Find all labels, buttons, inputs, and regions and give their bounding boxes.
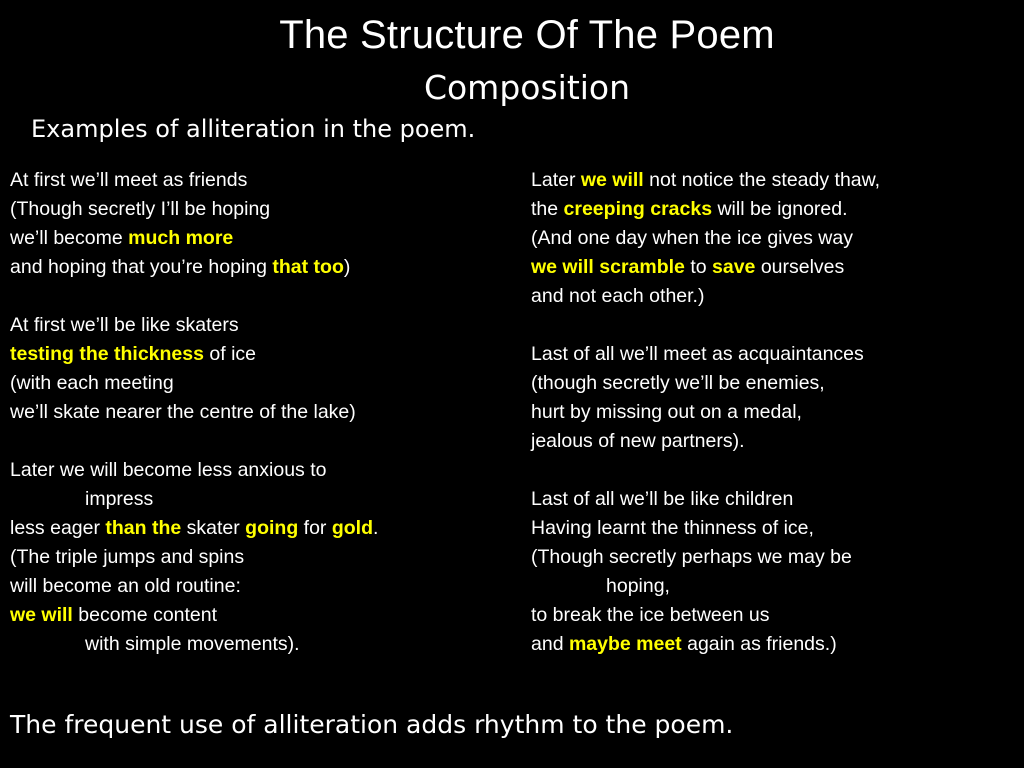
poem-text: Having learnt the thinness of ice,: [531, 517, 814, 539]
poem-line: [531, 340, 880, 369]
poem-line: [531, 485, 880, 514]
poem-text: (The triple jumps and spins: [10, 546, 245, 568]
poem-text: skater: [181, 517, 246, 539]
poem-text: hurt by missing out on a medal,: [531, 401, 802, 423]
poem-line: [531, 427, 880, 456]
poem-line: [531, 630, 880, 659]
alliteration-highlight: maybe meet: [568, 633, 682, 655]
poem-text: At first we’ll be like skaters: [10, 314, 239, 336]
poem-line: [531, 369, 880, 398]
poem-text: we’ll become: [10, 227, 129, 249]
poem-line-indented: [10, 485, 378, 514]
poem-line: [10, 195, 378, 224]
poem-line: [10, 572, 378, 601]
poem-line: [531, 398, 880, 427]
stanza-gap: [10, 427, 378, 456]
poem-text: and hoping that you’re hoping: [10, 256, 273, 278]
poem-text: of ice: [203, 343, 256, 365]
poem-line: [10, 601, 378, 630]
poem-text: (Though secretly perhaps we may be: [531, 546, 852, 568]
poem-text: for: [298, 517, 332, 539]
alliteration-highlight: we will scramble: [531, 256, 685, 278]
poem-text: jealous of new partners).: [531, 430, 745, 452]
poem-text: (And one day when the ice gives way: [531, 227, 853, 249]
poem-text: not notice the steady thaw,: [643, 169, 881, 191]
poem-line-indented: [10, 630, 378, 659]
poem-text: will become an old routine:: [10, 575, 241, 597]
poem-line: [10, 543, 378, 572]
poem-line-indented: [531, 572, 880, 601]
poem-text: with simple movements).: [85, 633, 300, 655]
poem-text: the: [531, 198, 564, 220]
alliteration-highlight: than the: [105, 517, 182, 539]
poem-text: to: [684, 256, 713, 278]
poem-text: .: [373, 517, 379, 539]
alliteration-highlight: gold: [331, 517, 373, 539]
poem-text: ourselves: [755, 256, 845, 278]
poem-line: [531, 224, 880, 253]
alliteration-highlight: we will: [10, 604, 73, 626]
poem-text: Last of all we’ll be like children: [531, 488, 794, 510]
stanza-gap: [531, 311, 880, 340]
poem-line: [531, 166, 880, 195]
poem-text: will be ignored.: [712, 198, 848, 220]
poem-line: [10, 311, 378, 340]
poem-line: [531, 514, 880, 543]
alliteration-highlight: much more: [128, 227, 234, 249]
poem-text: less eager: [10, 517, 106, 539]
slide-title: The Structure Of The Poem: [279, 13, 775, 57]
poem-line: [10, 253, 378, 282]
poem-text: we’ll skate nearer the centre of the lake): [10, 401, 356, 423]
poem-text: Last of all we’ll meet as acquaintances: [531, 343, 864, 365]
poem-text: (Though secretly I’ll be hoping: [10, 198, 271, 220]
poem-text: hoping,: [606, 575, 670, 597]
poem-text: become content: [72, 604, 218, 626]
poem-line: [531, 195, 880, 224]
poem-text: impress: [85, 488, 154, 510]
intro-text: Examples of alliteration in the poem.: [31, 115, 476, 143]
poem-line: [10, 456, 378, 485]
poem-line: [10, 224, 378, 253]
footer-summary: The frequent use of alliteration adds rhythm to the poem.: [10, 710, 734, 739]
poem-line: [531, 282, 880, 311]
poem-line: [531, 543, 880, 572]
stanza-gap: [531, 456, 880, 485]
poem-text: to break the ice between us: [531, 604, 770, 626]
alliteration-highlight: that too: [272, 256, 344, 278]
poem-text: ): [343, 256, 351, 278]
poem-line: [531, 601, 880, 630]
alliteration-highlight: creeping cracks: [563, 198, 713, 220]
poem-left-column: [10, 166, 378, 659]
alliteration-highlight: save: [712, 256, 756, 278]
poem-text: again as friends.): [681, 633, 837, 655]
poem-line: [10, 166, 378, 195]
poem-text: (though secretly we’ll be enemies,: [531, 372, 825, 394]
poem-line: [10, 398, 378, 427]
poem-text: Later: [531, 169, 581, 191]
poem-text: At first we’ll meet as friends: [10, 169, 248, 191]
slide-subtitle: Composition: [423, 68, 631, 107]
alliteration-highlight: we will: [580, 169, 644, 191]
poem-text: Later we will become less anxious to: [10, 459, 327, 481]
poem-line: [10, 340, 378, 369]
poem-line: [10, 514, 378, 543]
poem-line: [531, 253, 880, 282]
alliteration-highlight: going: [245, 517, 299, 539]
stanza-gap: [10, 282, 378, 311]
poem-line: [10, 369, 378, 398]
poem-text: and not each other.): [531, 285, 705, 307]
poem-text: and: [531, 633, 569, 655]
alliteration-highlight: testing the thickness: [10, 343, 204, 365]
poem-right-column: [531, 166, 880, 659]
poem-text: (with each meeting: [10, 372, 174, 394]
